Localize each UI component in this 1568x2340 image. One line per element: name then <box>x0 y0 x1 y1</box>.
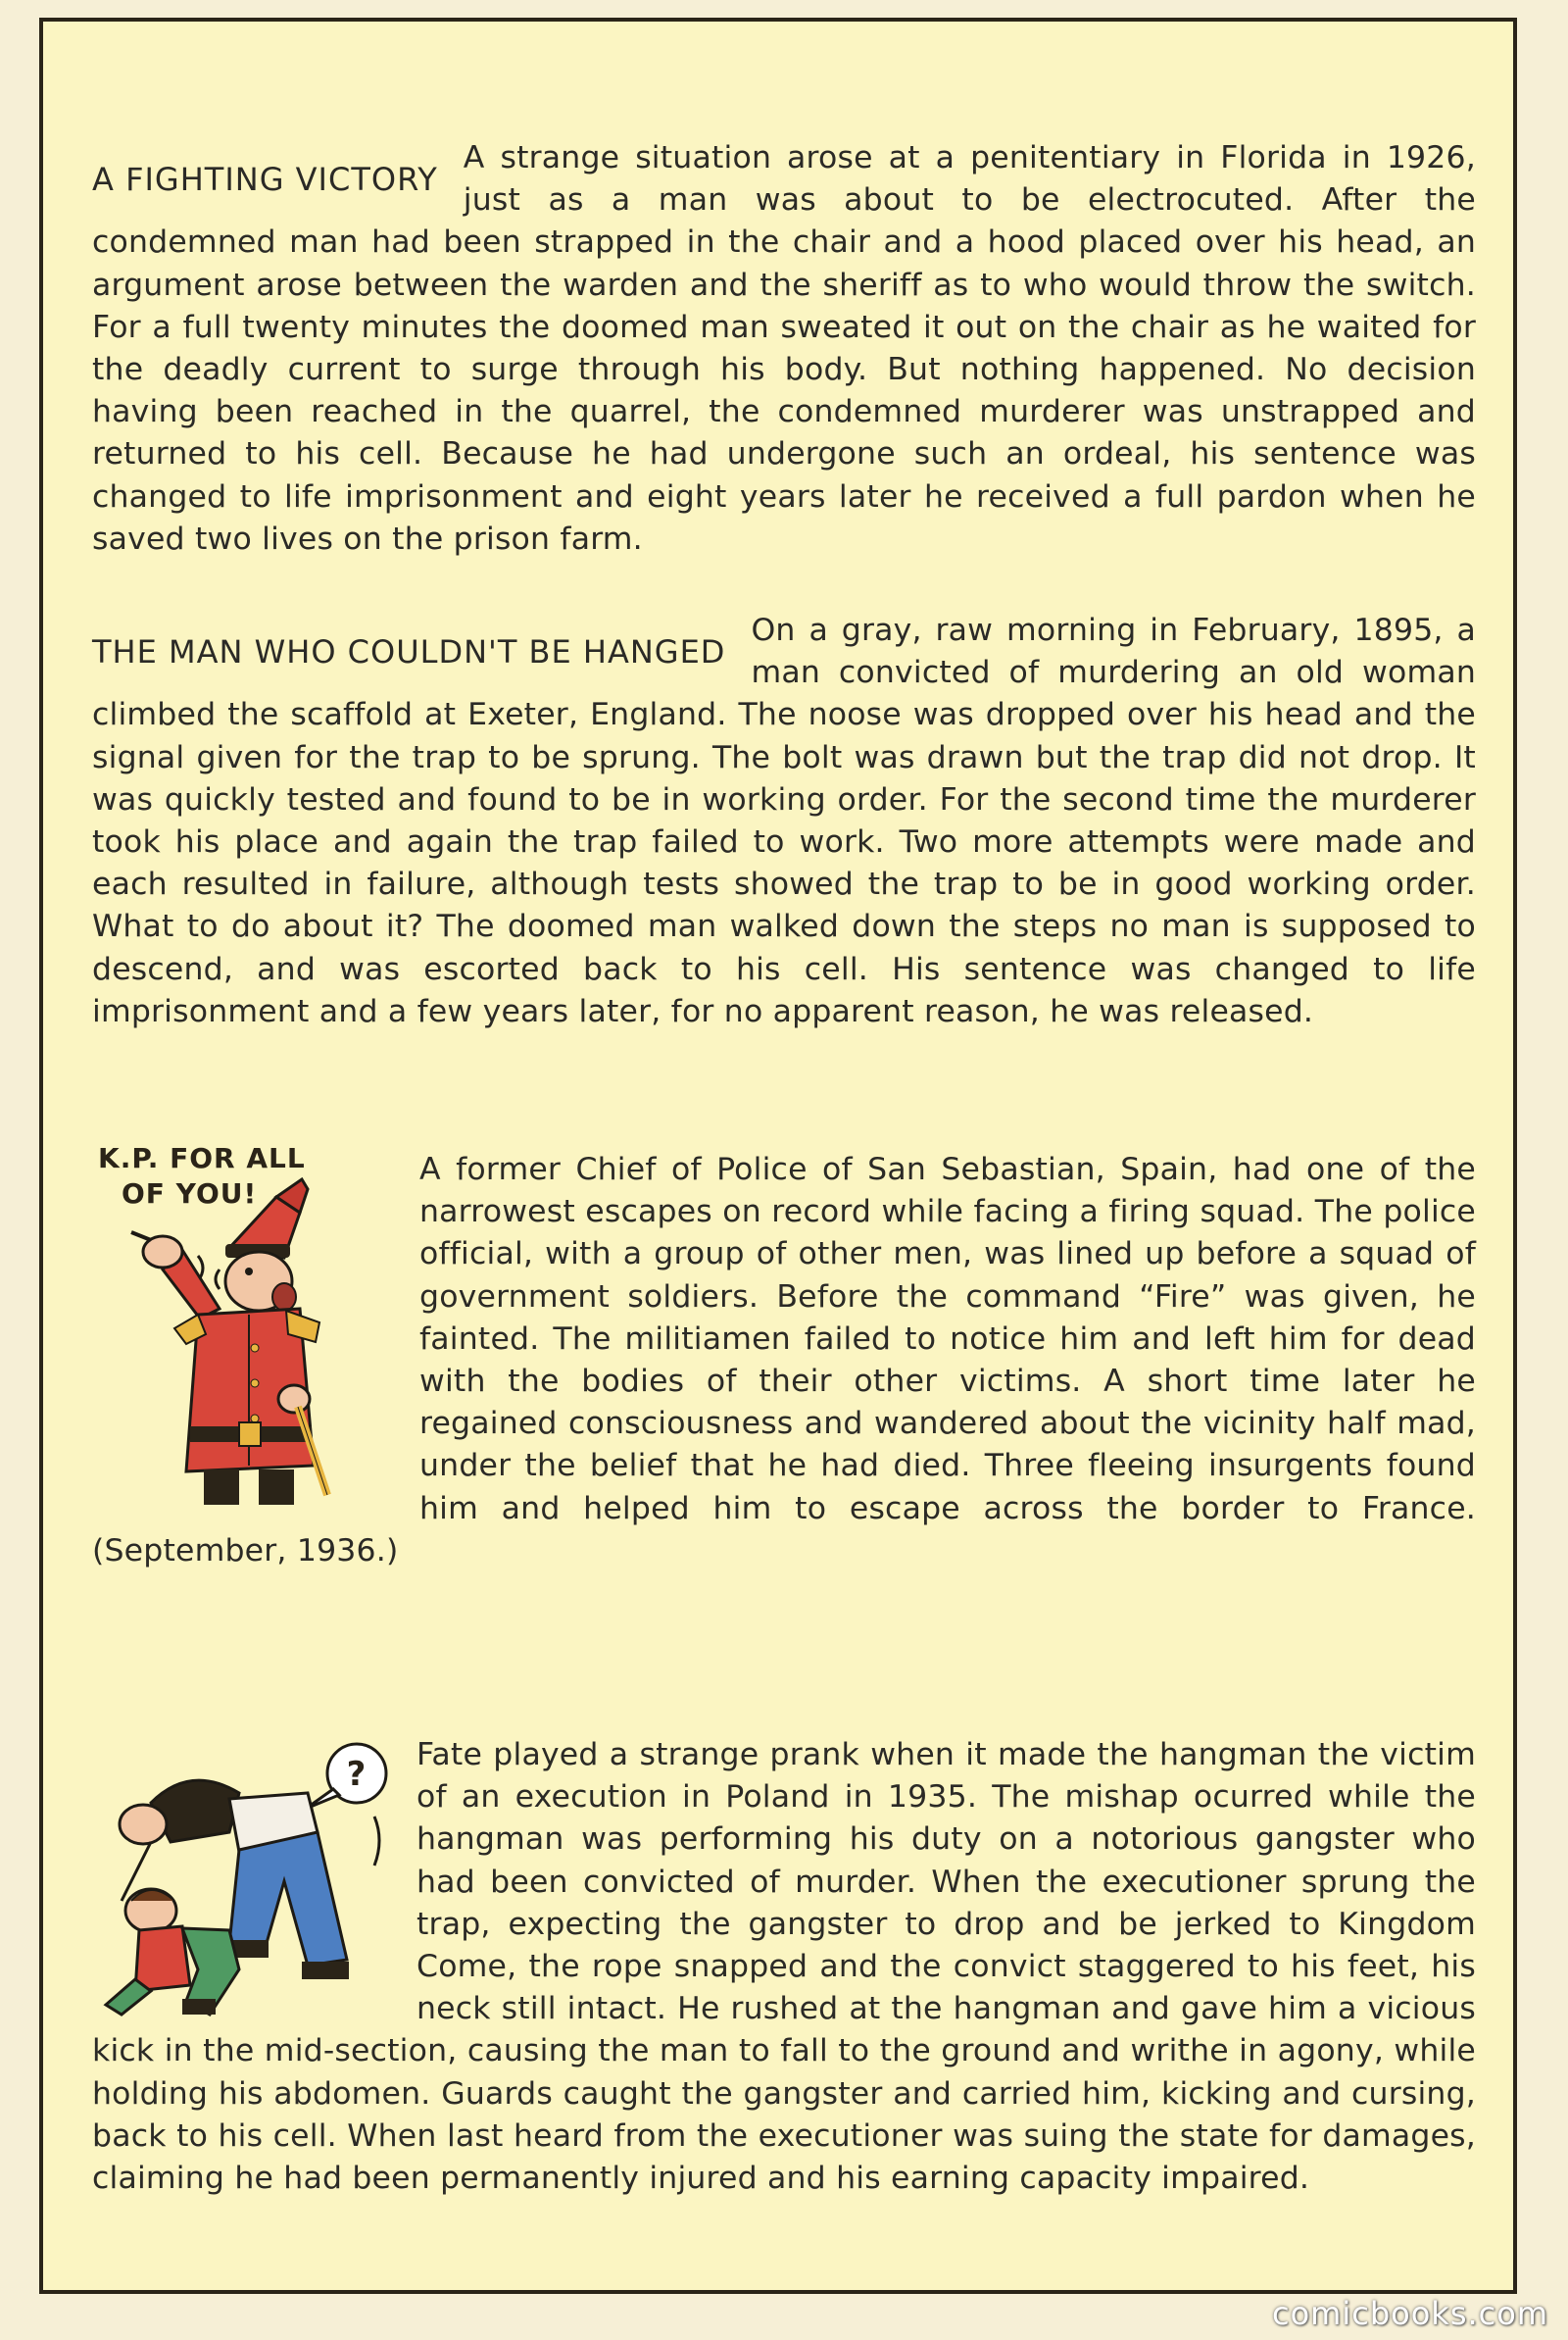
story-text: A strange situation arose at a penitentiary in Florida in 1926, just as a man was about to be electrocuted. After the condemned man had been strapped in the chair and a hood placed over his head, an argument arose between the warden and the sheriff as to who would throw the switch. For a full twenty minutes the doomed man sweated it out on the chair as he waited for the deadly current to surge through his body. But nothing happened. No decision having been reached in the quarrel, the condemned murderer was unstrapped and returned to his cell. Because he had undergone such an ordeal, his sentence was changed to life imprisonment and eight years later he received a full pardon when he saved two lives on the prison farm. <box>92 140 1476 557</box>
story-text: On a gray, raw morning in February, 1895, a man convicted of murdering an old woman climbed the scaffold at Exeter, England. The noose was dropped over his head and the signal given for the trap to be sprung. The bolt was drawn but the trap did not drop. It was quickly tested and found to be in working order. For the second time the murderer took his place and again the trap failed to work. Two more attempts were made and each resulted in failure, although tests showed the trap to be in good working order. What to do about it? The doomed man walked down the steps no man is supposed to descend, and was escorted back to his cell. His sentence was changed to life imprisonment and a few years later, for no apparent reason, he was released. <box>92 613 1476 1029</box>
bubble-question-mark: ? <box>346 1755 368 1794</box>
story-title: A FIGHTING VICTORY <box>92 161 438 198</box>
hangman-kick-illustration <box>92 1734 411 2020</box>
cartoon-hangman-kick <box>92 1734 411 2020</box>
story-text: A former Chief of Police of San Sebastian, Spain, had one of the narrowest escapes on record while facing a firing squad. The police official, with a group of other men, was lined up before a squad of government soldiers. Before the command “Fire” was given, he fainted. The militiamen failed to notice him and left him for dead with the bodies of their other victims. A short time later he regained consciousness and wandered about the vicinity half mad, under the belief that he had died. Three fleeing insurgents found him and helped him to escape across the border to France. (September, 1936.) <box>92 1152 1476 1568</box>
story-a-fighting-victory <box>92 137 1476 561</box>
story-chief-of-police <box>92 1142 1476 1572</box>
cartoon-caption-line1: K.P. FOR ALL <box>98 1142 306 1174</box>
cartoon-soldier <box>92 1142 416 1517</box>
story-hangman-victim <box>92 1734 1476 2200</box>
story-text: Fate played a strange prank when it made the hangman the victim of an execution in Poland in 1935. The mishap ocurred while the hangman was performing his duty on a notorious gangster who had been convicted of murder. When the executioner sprung the trap, expecting the gangster to drop and be jerked to Kingdom Come, the rope snapped and the convict staggered to his feet, his neck still intact. He rushed at the hangman and gave him a vicious kick in the mid-section, causing the man to fall to the ground and writhe in agony, while holding his abdomen. Guards caught the gangster and carried him, kicking and cursing, back to his cell. When last heard from the executioner was suing the state for damages, claiming he had been permanently injured and his earning capacity impaired. <box>92 1737 1476 2197</box>
story-title: THE MAN WHO COULDN'T BE HANGED <box>92 633 726 671</box>
watermark: comicbooks.com <box>1271 2295 1548 2332</box>
story-man-who-couldnt-be-hanged <box>92 610 1476 1033</box>
soldier-illustration <box>92 1142 416 1517</box>
cartoon-caption-line2: OF YOU! <box>122 1177 258 1210</box>
comic-page-panel <box>39 18 1517 2294</box>
